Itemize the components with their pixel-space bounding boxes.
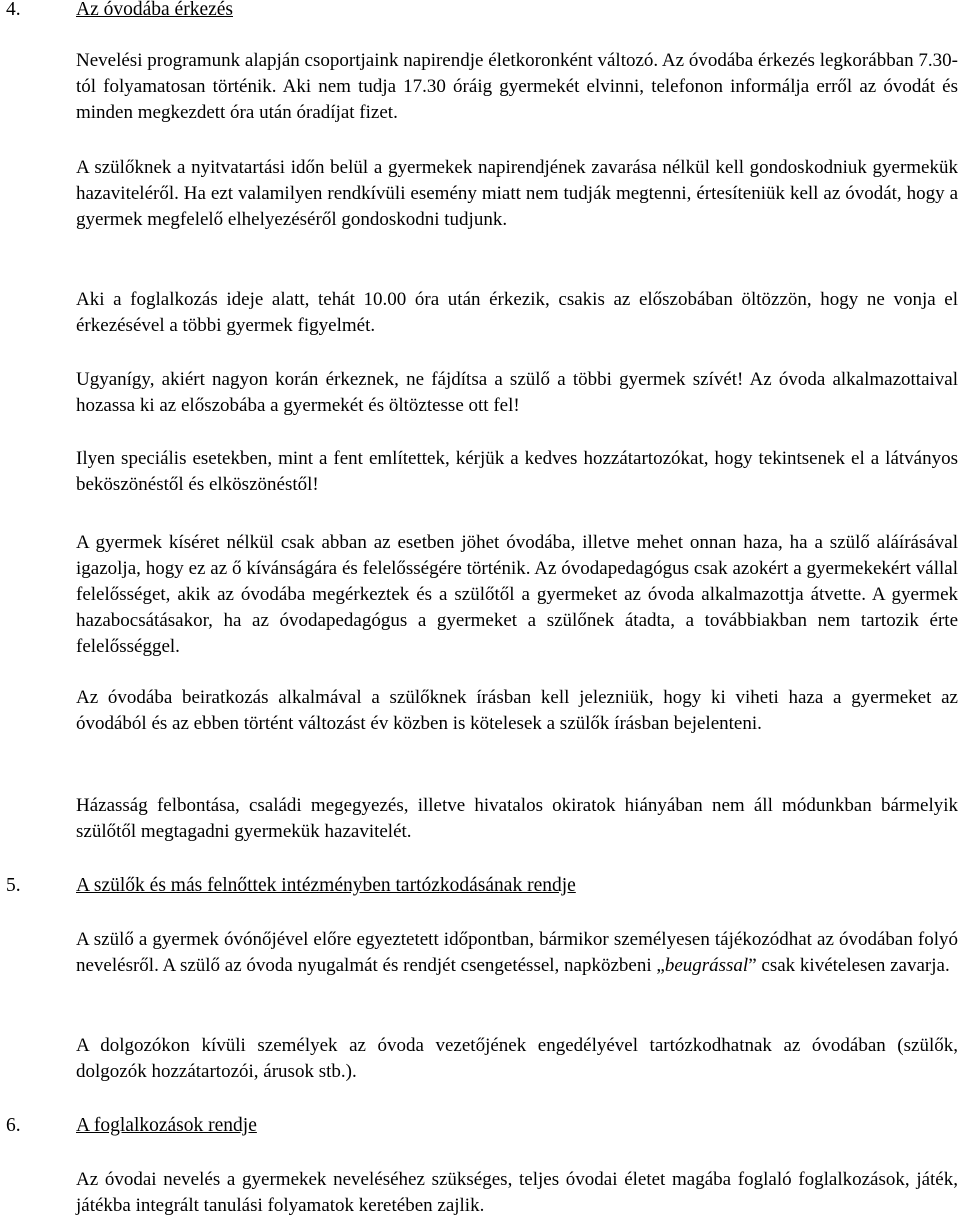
section-number: 6. [6,1115,21,1136]
paragraph-text: ” csak kivételesen zavarja. [748,955,950,976]
paragraph: Aki a foglalkozás ideje alatt, tehát 10.00 óra után érkezik, csakis az előszobában öltözzön, hogy ne vonja el érkezésével a többi gyermek figyelmét. [76,289,958,336]
paragraph: Házasság felbontása, családi megegyezés, illetve hivatalos okiratok hiányában nem áll módunkban bármelyik szülőtől megtagadni gyermekük hazavitelét. [76,795,958,842]
paragraph-text: A szülő a gyermek óvónőjével előre egyeztetett időpontban, bármikor személyesen tájékozódhat az óvodában folyó nevelésről. A szülő az óvoda nyugalmát és rendjét csengetéssel, napközbeni „ [76,929,958,976]
paragraph: A gyermek kíséret nélkül csak abban az esetben jöhet óvodába, illetve mehet onnan haza, ha a szülő aláírásával igazolja, hogy ez az ő kívánságára és felelősségére történik. Az óvodapedagógus csak azokért a gyermekekért vállal felelősséget, akik az óvodába megérkeztek és a szülőtől a gyermeket az óvoda alkalmazottja átvette. A gyermek hazabocsátásakor, ha az óvodapedagógus a gyermeket a szülőnek átadta, a továbbiakban nem tartozik érte felelősséggel. [76,532,958,657]
section-heading [6,1113,257,1139]
section-number: 4. [6,0,21,20]
paragraph: Nevelési programunk alapján csoportjaink napirendje életkoronként változó. Az óvodába érkezés legkorábban 7.30-tól folyamatosan történik. Aki nem tudja 17.30 óráig gyermekét elvinni, telefonon informálja erről az óvodát és minden megkezdett óra után óradíjat fizet. [76,50,958,123]
section-title: Az óvodába érkezés [76,0,233,20]
paragraph: A dolgozókon kívüli személyek az óvoda vezetőjének engedélyével tartózkodhatnak az óvodában (szülők, dolgozók hozzátartozói, árusok stb.). [76,1035,958,1082]
paragraph: A szülőknek a nyitvatartási időn belül a gyermekek napirendjének zavarása nélkül kell gondoskodniuk gyermekük hazaviteléről. Ha ezt valamilyen rendkívüli esemény miatt nem tudják megtenni, értesíteniük kell az óvodát, hogy a gyermek megfelelő elhelyezéséről gondoskodni tudjunk. [76,157,958,230]
section-heading [6,873,576,899]
paragraph: Ilyen speciális esetekben, mint a fent említettek, kérjük a kedves hozzátartozókat, hogy tekintsenek el a látványos beköszönéstől és elköszönéstől! [76,448,958,495]
paragraph: Ugyanígy, akiért nagyon korán érkeznek, ne fájdítsa a szülő a többi gyermek szívét! Az óvoda alkalmazottaival hozassa ki az előszobába a gyermekét és öltöztesse ott fel! [76,369,958,416]
section-title: A foglalkozások rendje [76,1115,257,1136]
paragraph: Az óvodai nevelés a gyermekek neveléséhez szükséges, teljes óvodai életet magába foglaló foglalkozások, játék, játékba integrált tanulási folyamatok keretében zajlik. [76,1169,958,1216]
paragraph: Az óvodába beiratkozás alkalmával a szülőknek írásban kell jelezniük, hogy ki viheti haza a gyermeket az óvodából és az ebben történt változást év közben is kötelesek a szülők írásban bejelenteni. [76,687,958,734]
section-number: 5. [6,875,21,896]
paragraph-italic: beugrással [664,955,749,976]
section-title: A szülők és más felnőttek intézményben tartózkodásának rendje [76,875,576,896]
paragraph [76,927,958,979]
section-heading [6,0,233,23]
